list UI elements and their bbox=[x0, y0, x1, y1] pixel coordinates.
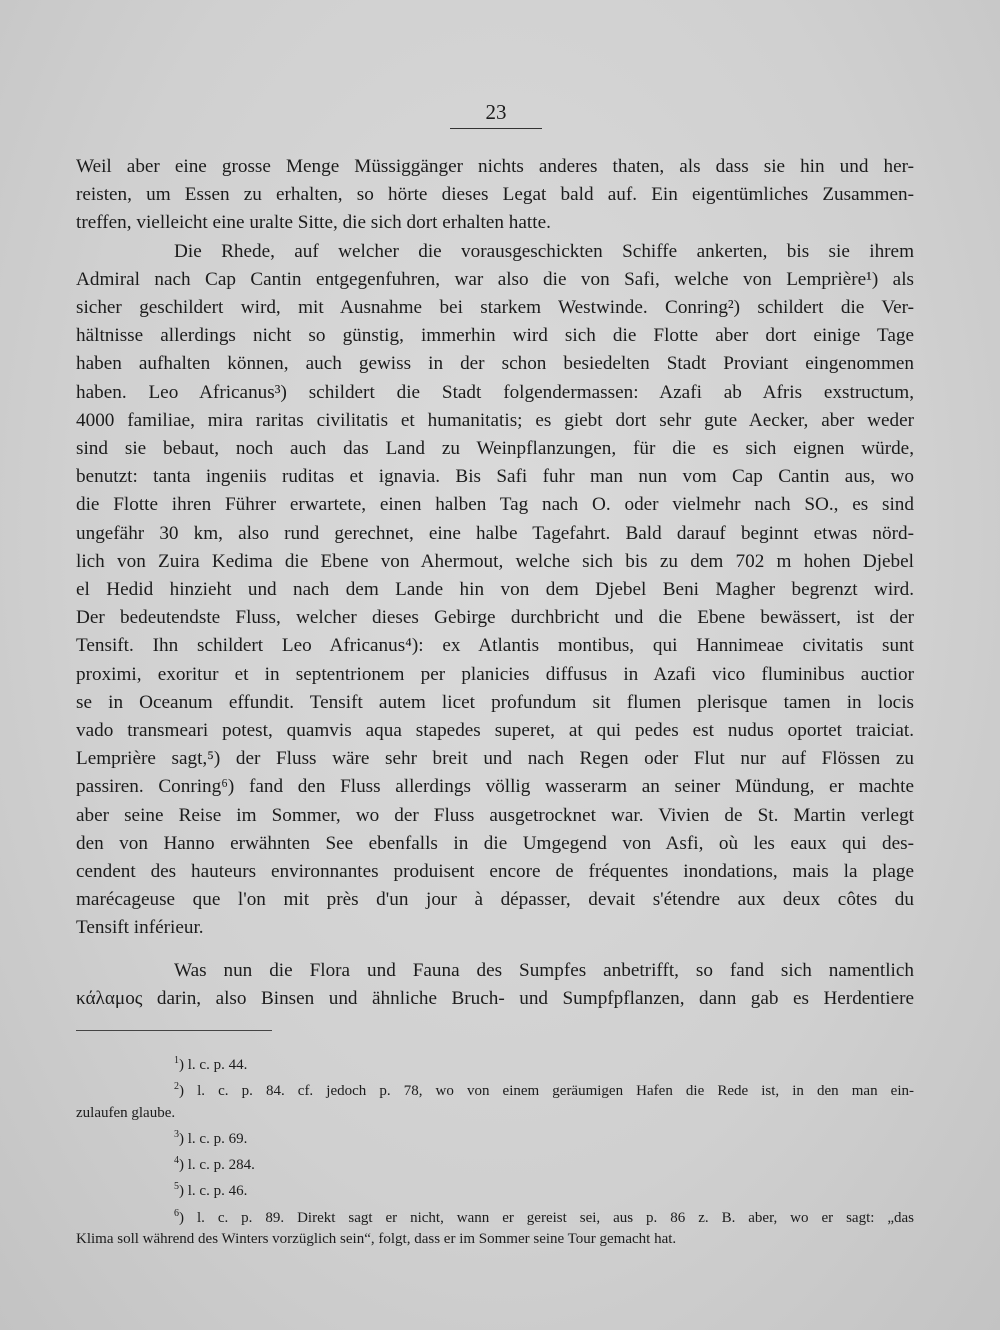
text-line: sind sie bebaut, noch auch das Land zu Weinpflanzungen, für die es sich eignen würde, bbox=[76, 438, 914, 460]
footnote: $^2$) l. c. p. 84. cf. jedoch p. 78, wo von einem geräumigen Hafen die Rede ist, in den man ein- bbox=[174, 1081, 914, 1100]
text-line: proximi, exoritur et in septentrionem per planicies diffusus in Azafi vico fluminibus auctior bbox=[76, 663, 914, 685]
text-line: marécageuse que l'on mit près d'un jour à dépasser, devait s'étendre aux deux côtes du bbox=[76, 889, 914, 911]
text-line: passiren. Conring⁶) fand den Fluss allerdings völlig wasserarm an seiner Mündung, er machte bbox=[76, 776, 914, 798]
footnote-marker: 3 bbox=[174, 1128, 179, 1140]
text-line: Der bedeutendste Fluss, welcher dieses Gebirge durchbricht und die Ebene bewässert, ist der bbox=[76, 607, 914, 629]
text-line: κάλαμος darin, also Binsen und ähnliche Bruch- und Sumpfpflanzen, dann gab es Herdentiere bbox=[76, 987, 914, 1009]
text-line: haben aufhalten können, auch gewiss in der schon besiedelten Stadt Proviant eingenommen bbox=[76, 353, 914, 375]
footnotes bbox=[76, 1050, 914, 1250]
footnote-continuation: zulaufen glaube. bbox=[76, 1104, 176, 1121]
text-line: Lemprière sagt,⁵) der Fluss wäre sehr breit und nach Regen oder Flut nur auf Flössen zu bbox=[76, 748, 914, 770]
main-text bbox=[76, 153, 914, 1013]
text-line: Tensift inférieur. bbox=[76, 917, 204, 939]
text-line: vado transmeari potest, quamvis aqua stapedes superet, at qui pedes est nudus oportet traiciat. bbox=[76, 720, 914, 742]
text-line: 4000 familiae, mira raritas civilitatis et humanitatis; es giebt dort sehr gute Aecker, aber weder bbox=[76, 409, 914, 431]
text-line: lich von Zuira Kedima die Ebene von Ahermout, welche sich bis zu dem 702 m hohen Djebel bbox=[76, 550, 914, 572]
footnote: $^5$) l. c. p. 46. bbox=[174, 1181, 248, 1200]
footnote-text: l. c. p. 46. bbox=[187, 1183, 248, 1200]
footnote-separator bbox=[76, 1030, 272, 1031]
text-line: reisten, um Essen zu erhalten, so hörte dieses Legat bald auf. Ein eigentümliches Zusammen- bbox=[76, 184, 914, 206]
text-line: sicher geschildert wird, mit Ausnahme bei starkem Westwinde. Conring²) schildert die Ver- bbox=[76, 297, 914, 319]
text-line: den von Hanno erwähnten See ebenfalls in die Umgegend von Asfi, où les eaux qui des- bbox=[76, 832, 914, 854]
text-line: treffen, vielleicht eine uralte Sitte, die sich dort erhalten hatte. bbox=[76, 212, 551, 234]
text-line: die Flotte ihren Führer erwartete, einen halben Tag nach O. oder vielmehr nach SO., es sind bbox=[76, 494, 914, 516]
text-line: aber seine Reise im Sommer, wo der Fluss ausgetrocknet war. Vivien de St. Martin verlegt bbox=[76, 804, 914, 826]
text-line: el Hedid hinzieht und nach dem Lande hin von dem Djebel Beni Magher begrenzt wird. bbox=[76, 579, 914, 601]
footnote-marker: 2 bbox=[174, 1081, 179, 1093]
text-line: benutzt: tanta ingeniis ruditas et ignavia. Bis Safi fuhr man nun vom Cap Cantin aus, wo bbox=[76, 466, 914, 488]
page-number: 23 bbox=[450, 100, 542, 129]
footnote-marker: 5 bbox=[174, 1181, 179, 1193]
text-line: ungefähr 30 km, also rund gerechnet, eine halbe Tagefahrt. Bald darauf beginnt etwas nörd- bbox=[76, 522, 914, 544]
text-line: Tensift. Ihn schildert Leo Africanus⁴): ex Atlantis montibus, qui Hannimeae civitatis sunt bbox=[76, 635, 914, 657]
text-line: Weil aber eine grosse Menge Müssiggänger nichts anderes thaten, als dass sie hin und her- bbox=[76, 156, 914, 177]
text-line: haben. Leo Africanus³) schildert die Stadt folgendermassen: Azafi ab Afris exstructum, bbox=[76, 381, 914, 403]
footnote-marker: 4 bbox=[174, 1155, 179, 1167]
footnote-text: l. c. p. 44. bbox=[187, 1057, 248, 1073]
footnote-marker: 1 bbox=[174, 1055, 179, 1066]
footnote-marker: 6 bbox=[174, 1207, 179, 1219]
footnote: $^4$) l. c. p. 284. bbox=[174, 1155, 255, 1174]
footnote-text: l. c. p. 84. cf. jedoch p. 78, wo von einem geräumigen Hafen die Rede ist, in den man ein- bbox=[197, 1083, 914, 1100]
footnote-text: l. c. p. 284. bbox=[187, 1157, 255, 1174]
text-line: Die Rhede, auf welcher die vorausgeschickten Schiffe ankerten, bis sie ihrem bbox=[174, 240, 914, 262]
footnote: $^1$) l. c. p. 44. bbox=[174, 1055, 248, 1073]
footnote-continuation: Klima soll während des Winters vorzüglich sein“, folgt, dass er im Sommer seine Tour gemacht hat. bbox=[76, 1231, 677, 1248]
footnote-text: l. c. p. 89. Direkt sagt er nicht, wann er gereist sei, aus p. 86 z. B. aber, wo er sagt: „das bbox=[196, 1209, 915, 1226]
footnote: $^3$) l. c. p. 69. bbox=[174, 1128, 248, 1147]
text-line: Was nun die Flora und Fauna des Sumpfes anbetrifft, so fand sich namentlich bbox=[174, 959, 914, 981]
text-line: Admiral nach Cap Cantin entgegenfuhren, war also die von Safi, welche von Lemprière¹) als bbox=[76, 268, 914, 290]
text-line: cendent des hauteurs environnantes produisent encore de fréquentes inondations, mais la plage bbox=[76, 861, 914, 883]
footnote: $^6$) l. c. p. 89. Direkt sagt er nicht, wann er gereist sei, aus p. 86 z. B. aber, wo er sagt: „das bbox=[174, 1207, 915, 1226]
text-line: hältnisse allerdings nicht so günstig, immerhin wird sich die Flotte aber dort einige Tage bbox=[76, 325, 914, 347]
text-line: se in Oceanum effundit. Tensift autem licet profundum sit flumen plerisque tamen in locis bbox=[76, 691, 914, 713]
footnote-text: l. c. p. 69. bbox=[187, 1130, 248, 1147]
